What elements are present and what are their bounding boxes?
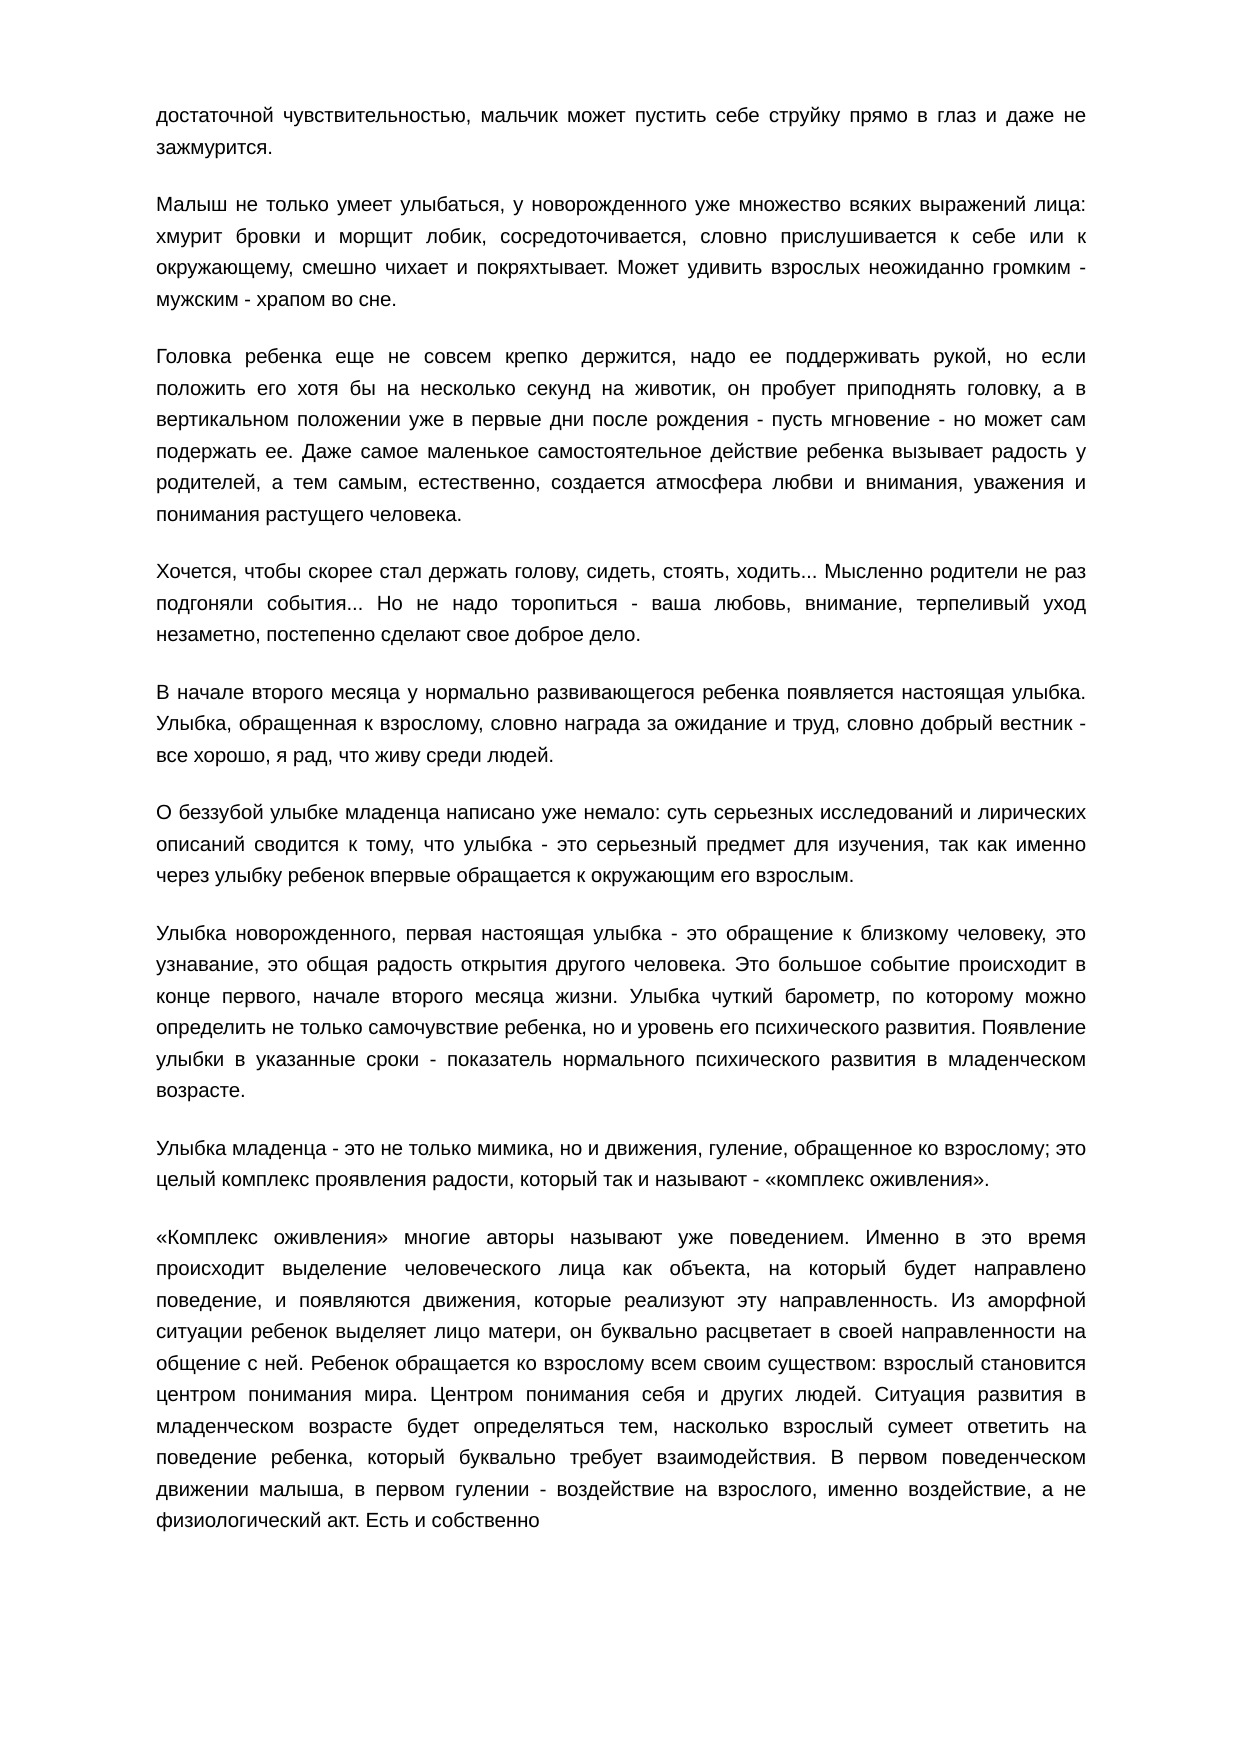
paragraph: Улыбка младенца - это не только мимика, но и движения, гуление, обращенное ко взрослому; это целый комплекс проявления радости, который так и называют - «комплекс оживления». <box>156 1136 1086 1191</box>
body-text-column <box>156 100 1086 1537</box>
paragraph: Головка ребенка еще не совсем крепко держится, надо ее поддерживать рукой, но если положить его хотя бы на несколько секунд на животик, он пробует приподнять головку, а в вертикальном положении уже в первые дни после рождения - пусть мгновение - но может сам подержать ее. Даже самое маленькое самостоятельное действие ребенка вызывает радость у родителей, а тем самым, естественно, создается атмосфера любви и внимания, уважения и понимания растущего человека. <box>156 345 1086 526</box>
paragraph: достаточной чувствительностью, мальчик может пустить себе струйку прямо в глаз и даже не зажмурится. <box>156 104 1086 159</box>
paragraph: «Комплекс оживления» многие авторы называют уже поведением. Именно в это время происходит выделение человеческого лица как объекта, на который будет направлено поведение, и появляются движения, которые реализуют эту направленность. Из аморфной ситуации ребенок выделяет лицо матери, он буквально расцветает в своей направленности на общение с ней. Ребенок обращается ко взрослому всем своим существом: взрослый становится центром понимания мира. Центром понимания себя и других людей. Ситуация развития в младенческом возрасте будет определяться тем, насколько взрослый сумеет ответить на поведение ребенка, который буквально требует взаимодействия. В первом поведенческом движении малыша, в первом гулении - воздействие на взрослого, именно воздействие, а не физиологический акт. Есть и собственно <box>156 1225 1086 1532</box>
paragraph: О беззубой улыбке младенца написано уже немало: суть серьезных исследований и лирических описаний сводится к тому, что улыбка - это серьезный предмет для изучения, так как именно через улыбку ребенок впервые обращается к окружающим его взрослым. <box>156 801 1086 887</box>
paragraph: Хочется, чтобы скорее стал держать голову, сидеть, стоять, ходить... Мысленно родители не раз подгоняли события... Но не надо торопиться - ваша любовь, внимание, терпеливый уход незаметно, постепенно сделают свое доброе дело. <box>156 560 1086 646</box>
paragraph: В начале второго месяца у нормально развивающегося ребенка появляется настоящая улыбка. Улыбка, обращенная к взрослому, словно награда за ожидание и труд, словно добрый вестник - все хорошо, я рад, что живу среди людей. <box>156 680 1086 767</box>
paragraph: Малыш не только умеет улыбаться, у новорожденного уже множество всяких выражений лица: хмурит бровки и морщит лобик, сосредоточивается, словно прислушивается к себе или к окружающему, смешно чихает и покряхтывает. Может удивить взрослых неожиданно громким - мужским - храпом во сне. <box>156 193 1086 311</box>
paragraph: Улыбка новорожденного, первая настоящая улыбка - это обращение к близкому человеку, это узнавание, это общая радость открытия другого человека. Это большое событие происходит в конце первого, начале второго месяца жизни. Улыбка чуткий барометр, по которому можно определить не только самочувствие ребенка, но и уровень его психического развития. Появление улыбки в указанные сроки - показатель нормального психического развития в младенческом возрасте. <box>156 921 1086 1102</box>
